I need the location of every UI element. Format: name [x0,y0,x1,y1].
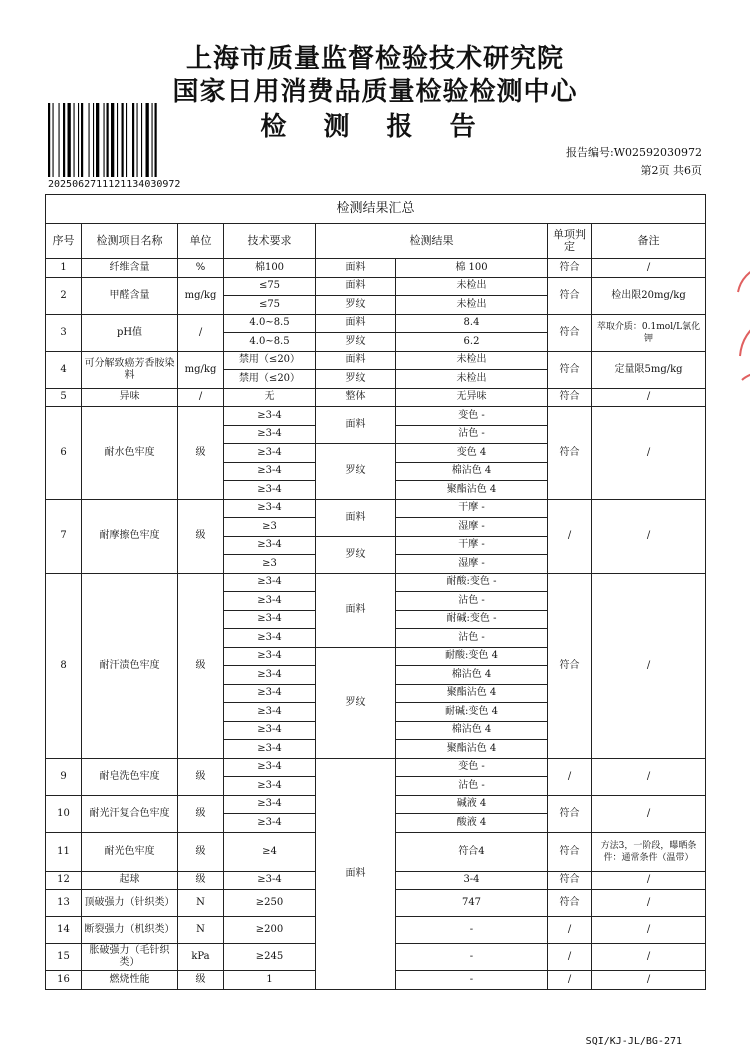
note: / [592,871,706,890]
row-number: 10 [46,795,82,832]
document-title: 检 测 报 告 [260,112,490,142]
barcode-bar [137,103,138,177]
item-name: 耐水色牢度 [82,407,178,500]
result: 棉沾色 4 [396,462,548,481]
row-number: 9 [46,758,82,795]
requirement: ≥3-4 [224,462,316,481]
result: 变色 - [396,758,548,777]
requirement: ≥3-4 [224,758,316,777]
note: / [592,499,706,573]
requirement: ≥3-4 [224,871,316,890]
part: 面料 [316,314,396,333]
row-number: 1 [46,259,82,278]
part: 面料 [316,573,396,647]
verdict: / [548,917,592,944]
verdict: 符合 [548,388,592,407]
row-number: 13 [46,890,82,917]
verdict: 符合 [548,407,592,500]
row-number: 12 [46,871,82,890]
unit: / [178,314,224,351]
verdict: / [548,971,592,990]
item-name: 起球 [82,871,178,890]
row-number: 2 [46,277,82,314]
requirement: ≥3-4 [224,573,316,592]
part: 整体 [316,388,396,407]
barcode-bar [111,103,114,177]
verdict: 符合 [548,795,592,832]
requirement: ≥3-4 [224,666,316,685]
unit: N [178,890,224,917]
row-number: 4 [46,351,82,388]
row-number: 6 [46,407,82,500]
requirement: ≥3-4 [224,425,316,444]
result: - [396,971,548,990]
col-header: 检测结果 [316,224,548,259]
barcode-bar [81,103,83,177]
result: 耐酸:变色 - [396,573,548,592]
unit: / [178,388,224,407]
result: 沾色 - [396,629,548,648]
result: 未检出 [396,296,548,315]
unit: 级 [178,871,224,890]
result: 聚酯沾色 4 [396,481,548,500]
requirement: 4.0~8.5 [224,333,316,352]
note: 萃取介质：0.1mol/L氯化钾 [592,314,706,351]
note: / [592,758,706,795]
verdict: / [548,944,592,971]
result: 耐碱:变色 4 [396,703,548,722]
part: 面料 [316,758,396,989]
part: 罗纹 [316,536,396,573]
result: 8.4 [396,314,548,333]
result: 耐酸:变色 4 [396,647,548,666]
requirement: ≥245 [224,944,316,971]
result: 沾色 - [396,777,548,796]
requirement: ≥3-4 [224,721,316,740]
unit: 级 [178,971,224,990]
part: 罗纹 [316,296,396,315]
item-name: 顶破强力（针织类） [82,890,178,917]
requirement: ≥4 [224,832,316,871]
item-name: 可分解致癌芳香胺染料 [82,351,178,388]
requirement: ≥250 [224,890,316,917]
requirement: ≥3-4 [224,795,316,814]
result: 棉 100 [396,259,548,278]
requirement: ≥3-4 [224,740,316,759]
barcode-bar [107,103,109,177]
row-number: 11 [46,832,82,871]
note: / [592,795,706,832]
barcode-bar [122,103,124,177]
requirement: ≥3-4 [224,629,316,648]
item-name: 胀破强力（毛针织类） [82,944,178,971]
result: 干摩 - [396,536,548,555]
requirement: ≥3-4 [224,592,316,611]
requirement: 禁用（≤20） [224,370,316,389]
item-name: 甲醛含量 [82,277,178,314]
requirement: 1 [224,971,316,990]
unit: mg/kg [178,351,224,388]
result: 沾色 - [396,592,548,611]
verdict: 符合 [548,351,592,388]
table-row [46,758,706,777]
note: / [592,573,706,758]
result: 无异味 [396,388,548,407]
part: 面料 [316,277,396,296]
requirement: ≥3-4 [224,407,316,426]
org-name-line1: 上海市质量监督检验技术研究院 [185,44,564,74]
result: 符合4 [396,832,548,871]
unit: mg/kg [178,277,224,314]
result: 棉沾色 4 [396,721,548,740]
row-number: 3 [46,314,82,351]
requirement: ≥3-4 [224,481,316,500]
row-number: 8 [46,573,82,758]
result: 湿摩 - [396,518,548,537]
item-name: 燃烧性能 [82,971,178,990]
part: 面料 [316,351,396,370]
requirement: 无 [224,388,316,407]
part: 罗纹 [316,647,396,758]
col-header: 单位 [178,224,224,259]
verdict: / [548,758,592,795]
result: 3-4 [396,871,548,890]
col-header: 技术要求 [224,224,316,259]
page-info: 第2页 共6页 [640,164,702,177]
barcode [48,103,188,177]
part: 罗纹 [316,444,396,500]
table-row [46,573,706,592]
row-number: 16 [46,971,82,990]
verdict: 符合 [548,871,592,890]
barcode-bar [68,103,71,177]
part: 罗纹 [316,370,396,389]
result: 沾色 - [396,425,548,444]
table-caption: 检测结果汇总 [46,195,706,224]
unit: 级 [178,832,224,871]
unit: % [178,259,224,278]
barcode-bar [53,103,54,177]
result: 聚酯沾色 4 [396,684,548,703]
result: 酸液 4 [396,814,548,833]
unit: kPa [178,944,224,971]
row-number: 14 [46,917,82,944]
barcode-bar [89,103,90,177]
barcode-bar [96,103,99,177]
row-number: 7 [46,499,82,573]
requirement: 禁用（≤20） [224,351,316,370]
item-name: 耐皂洗色牢度 [82,758,178,795]
result: 棉沾色 4 [396,666,548,685]
unit: N [178,917,224,944]
part: 面料 [316,259,396,278]
result: 耐碱:变色 - [396,610,548,629]
table-header-row [46,224,706,259]
table-row [46,314,706,333]
barcode-bar [152,103,153,177]
result: - [396,917,548,944]
verdict: / [548,499,592,573]
barcode-bar [141,103,142,177]
requirement: 4.0~8.5 [224,314,316,333]
requirement: ≥3-4 [224,703,316,722]
org-name-line2: 国家日用消费品质量检验检测中心 [172,77,578,107]
requirement: ≥3-4 [224,684,316,703]
table-row [46,499,706,518]
results-summary-table [45,194,706,990]
item-name: 耐汗渍色牢度 [82,573,178,758]
barcode-bar [146,103,149,177]
result: 747 [396,890,548,917]
result: 未检出 [396,351,548,370]
barcode-bar [78,103,79,177]
requirement: ≥3 [224,518,316,537]
report-number: 报告编号:W02592030972 [566,146,702,159]
item-name: 断裂强力（机织类） [82,917,178,944]
note: / [592,917,706,944]
result: 变色 - [396,407,548,426]
verdict: 符合 [548,314,592,351]
result: 干摩 - [396,499,548,518]
table-row [46,407,706,426]
barcode-bar [132,103,134,177]
col-header: 序号 [46,224,82,259]
item-name: 耐光色牢度 [82,832,178,871]
verdict: 符合 [548,832,592,871]
verdict: 符合 [548,259,592,278]
result: 6.2 [396,333,548,352]
barcode-number: 2025062711121134030972 [48,179,181,190]
unit: 级 [178,407,224,500]
unit: 级 [178,758,224,795]
result: 湿摩 - [396,555,548,574]
requirement: ≥3-4 [224,444,316,463]
row-number: 15 [46,944,82,971]
part: 罗纹 [316,333,396,352]
requirement: ≥3-4 [224,536,316,555]
barcode-bar [59,103,60,177]
verdict: 符合 [548,573,592,758]
row-number: 5 [46,388,82,407]
note: / [592,407,706,500]
barcode-bar [74,103,75,177]
requirement: ≥3-4 [224,647,316,666]
requirement: ≥200 [224,917,316,944]
item-name: 耐摩擦色牢度 [82,499,178,573]
result: 未检出 [396,277,548,296]
unit: 级 [178,573,224,758]
item-name: pH值 [82,314,178,351]
part: 面料 [316,407,396,444]
verdict: 符合 [548,277,592,314]
col-header: 备注 [592,224,706,259]
barcode-bar [93,103,94,177]
barcode-bar [155,103,157,177]
requirement: ≥3-4 [224,499,316,518]
note: / [592,944,706,971]
note: 定量限5mg/kg [592,351,706,388]
requirement: ≥3 [224,555,316,574]
unit: 级 [178,795,224,832]
note: / [592,259,706,278]
requirement: ≤75 [224,277,316,296]
barcode-bar [117,103,118,177]
requirement: ≥3-4 [224,777,316,796]
requirement: 棉100 [224,259,316,278]
table-row [46,259,706,278]
result: 聚酯沾色 4 [396,740,548,759]
note: / [592,971,706,990]
form-code: SQI/KJ-JL/BG-271 [585,1036,682,1047]
unit: 级 [178,499,224,573]
barcode-bar [63,103,65,177]
note: 检出限20mg/kg [592,277,706,314]
result: 碱液 4 [396,795,548,814]
verdict: 符合 [548,890,592,917]
barcode-bar [48,103,50,177]
official-seal-stamp [728,252,750,382]
col-header: 检测项目名称 [82,224,178,259]
table-row [46,388,706,407]
barcode-bar [104,103,105,177]
item-name: 异味 [82,388,178,407]
note: / [592,388,706,407]
item-name: 耐光汗复合色牢度 [82,795,178,832]
table-row [46,277,706,296]
result: 未检出 [396,370,548,389]
barcode-bar [126,103,127,177]
note: / [592,890,706,917]
note: 方法3，一阶段，曝晒条件：通常条件（温带） [592,832,706,871]
result: 变色 4 [396,444,548,463]
requirement: ≥3-4 [224,814,316,833]
table-row [46,351,706,370]
result: - [396,944,548,971]
col-header: 单项判定 [548,224,592,259]
item-name: 纤维含量 [82,259,178,278]
requirement: ≥3-4 [224,610,316,629]
requirement: ≤75 [224,296,316,315]
part: 面料 [316,499,396,536]
